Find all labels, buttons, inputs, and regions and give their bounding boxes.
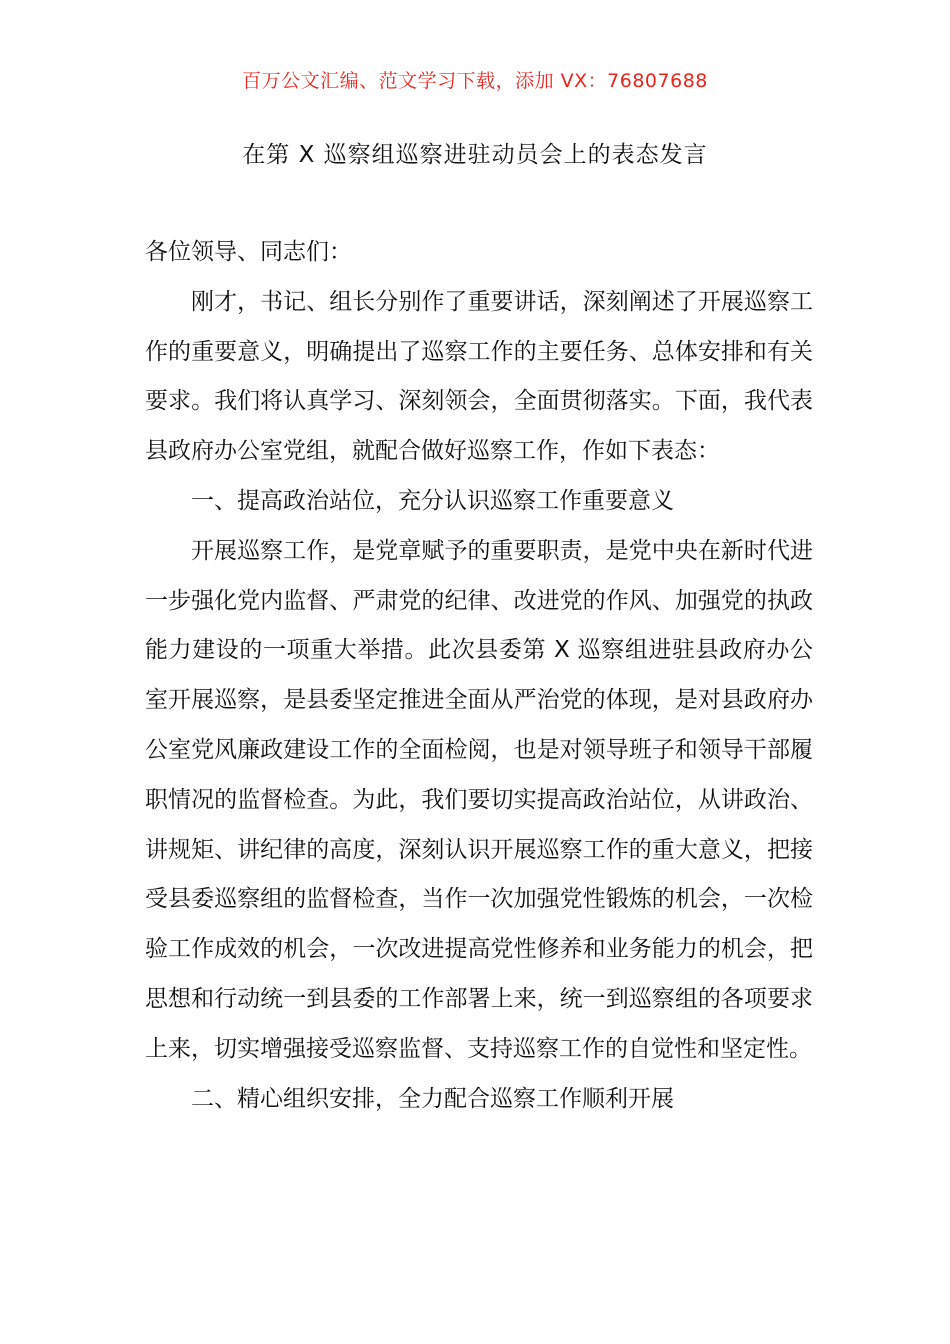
watermark-banner: 百万公文汇编、范文学习下载，添加 VX：76807688: [242, 70, 708, 92]
document-body: [145, 228, 813, 1124]
section-heading-2: 二、精心组织安排，全力配合巡察工作顺利开展: [191, 1085, 674, 1112]
section-heading-1: 一、提高政治站位，充分认识巡察工作重要意义: [191, 487, 674, 514]
paragraph-intro: 刚才，书记、组长分别作了重要讲话，深刻阐述了开展巡察工作的重要意义，明确提出了巡察工作的主要任务、总体安排和有关要求。我们将认真学习、深刻领会，全面贯彻落实。下面，我代表县政府办公室党组，就配合做好巡察工作，作如下表态：: [145, 288, 813, 465]
document-title: 在第 X 巡察组巡察进驻动员会上的表态发言: [242, 142, 708, 168]
paragraph-section-1: 开展巡察工作，是党章赋予的重要职责，是党中央在新时代进一步强化党内监督、严肃党的纪律、改进党的作风、加强党的执政能力建设的一项重大举措。此次县委第 X 巡察组进驻县政府办公室开展巡察，是县委坚定推进全面从严治党的体现，是对县政府办公室党风廉政建设工作的全面检阅，也是对领导班子和领导干部履职情况的监督检查。为此，我们要切实提高政治站位，从讲政治、讲规矩、讲纪律的高度，深刻认识开展巡察工作的重大意义，把接受县委巡察组的监督检查，当作一次加强党性锻炼的机会，一次检验工作成效的机会，一次改进提高党性修养和业务能力的机会，把思想和行动统一到县委的工作部署上来，统一到巡察组的各项要求上来，切实增强接受巡察监督、支持巡察工作的自觉性和坚定性。: [145, 537, 813, 1062]
salutation: 各位领导、同志们：: [145, 239, 352, 265]
